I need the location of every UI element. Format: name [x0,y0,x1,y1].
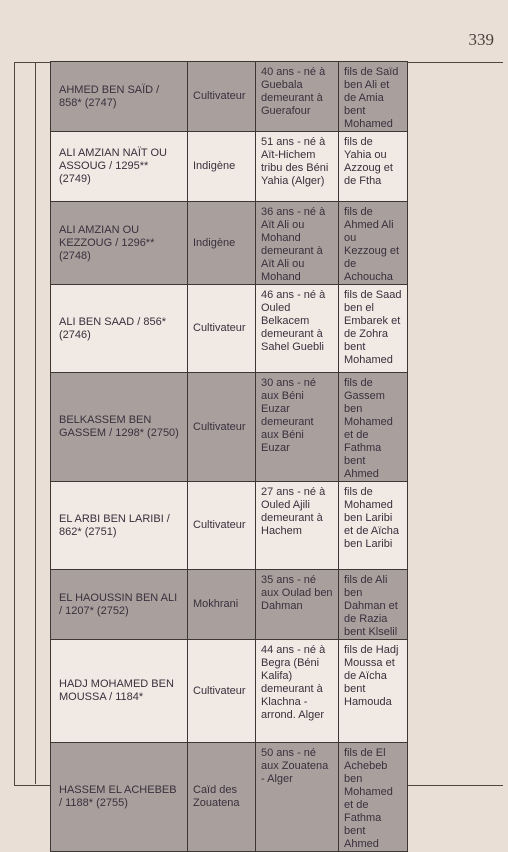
name-cell: EL ARBI BEN LARIBI / 862* (2751) [51,482,188,570]
name-cell: ALI BEN SAAD / 856* (2746) [51,285,188,373]
occupation-cell: Cultivateur [188,482,256,570]
name-cell: AHMED BEN SAÏD / 858* (2747) [51,62,188,132]
table-row [51,62,408,132]
birth-cell: 36 ans - né à Aït Ali ou Mohand demeurant à Aït Ali ou Mohand [256,202,339,285]
table-row [51,285,408,373]
name-cell: EL HAOUSSIN BEN ALI / 1207* (2752) [51,570,188,640]
table-row [51,570,408,640]
table-row [51,640,408,743]
parents-cell: fils de Mohamed ben Laribi et de Aïcha ben Laribi [339,482,408,570]
parents-cell: fils de Gassem ben Mohamed et de Fathma bent Ahmed [339,373,408,482]
occupation-cell: Caïd des Zouatena [188,743,256,852]
records-table [50,61,408,852]
parents-cell: fils de Ahmed Ali ou Kezzoug et de Achoucha [339,202,408,285]
table-row [51,482,408,570]
birth-cell: 46 ans - né à Ouled Belkacem demeurant à Sahel Guebli [256,285,339,373]
birth-cell: 44 ans - né à Begra (Béni Kalifa) demeurant à Klachna - arrond. Alger [256,640,339,743]
name-cell: ALI AMZIAN NAÏT OU ASSOUG / 1295** (2749) [51,132,188,202]
occupation-cell: Cultivateur [188,373,256,482]
table-row [51,743,408,852]
occupation-cell: Cultivateur [188,62,256,132]
birth-cell: 51 ans - né à Aït-Hichem tribu des Béni Yahia (Alger) [256,132,339,202]
birth-cell: 30 ans - né aux Béni Euzar demeurant aux Béni Euzar [256,373,339,482]
page-number: 339 [468,30,494,49]
occupation-cell: Indigène [188,202,256,285]
birth-cell: 35 ans - né aux Oulad ben Dahman [256,570,339,640]
name-cell: ALI AMZIAN OU KEZZOUG / 1296** (2748) [51,202,188,285]
name-cell: HADJ MOHAMED BEN MOUSSA / 1184* [51,640,188,743]
parents-cell: fils de Ali ben Dahman et de Razia bent Klselil [339,570,408,640]
occupation-cell: Cultivateur [188,285,256,373]
name-cell: BELKASSEM BEN GASSEM / 1298* (2750) [51,373,188,482]
parents-cell: fils de Saïd ben Ali et de Amia bent Mohamed [339,62,408,132]
table-row [51,373,408,482]
parents-cell: fils de Yahia ou Azzoug et de Ftha [339,132,408,202]
parents-cell: fils de Hadj Moussa et de Aïcha bent Hamouda [339,640,408,743]
occupation-cell: Mokhrani [188,570,256,640]
parents-cell: fils de El Achebeb ben Mohamed et de Fathma bent Ahmed [339,743,408,852]
table-row [51,132,408,202]
occupation-cell: Indigène [188,132,256,202]
occupation-cell: Cultivateur [188,640,256,743]
birth-cell: 40 ans - né à Guebala demeurant à Guerafour [256,62,339,132]
table-row [51,202,408,285]
parents-cell: fils de Saad ben el Embarek et de Zohra bent Mohamed [339,285,408,373]
birth-cell: 27 ans - né à Ouled Ajili demeurant à Hachem [256,482,339,570]
name-cell: HASSEM EL ACHEBEB / 1188* (2755) [51,743,188,852]
birth-cell: 50 ans - né aux Zouatena - Alger [256,743,339,852]
frame-inner-line [35,62,36,784]
